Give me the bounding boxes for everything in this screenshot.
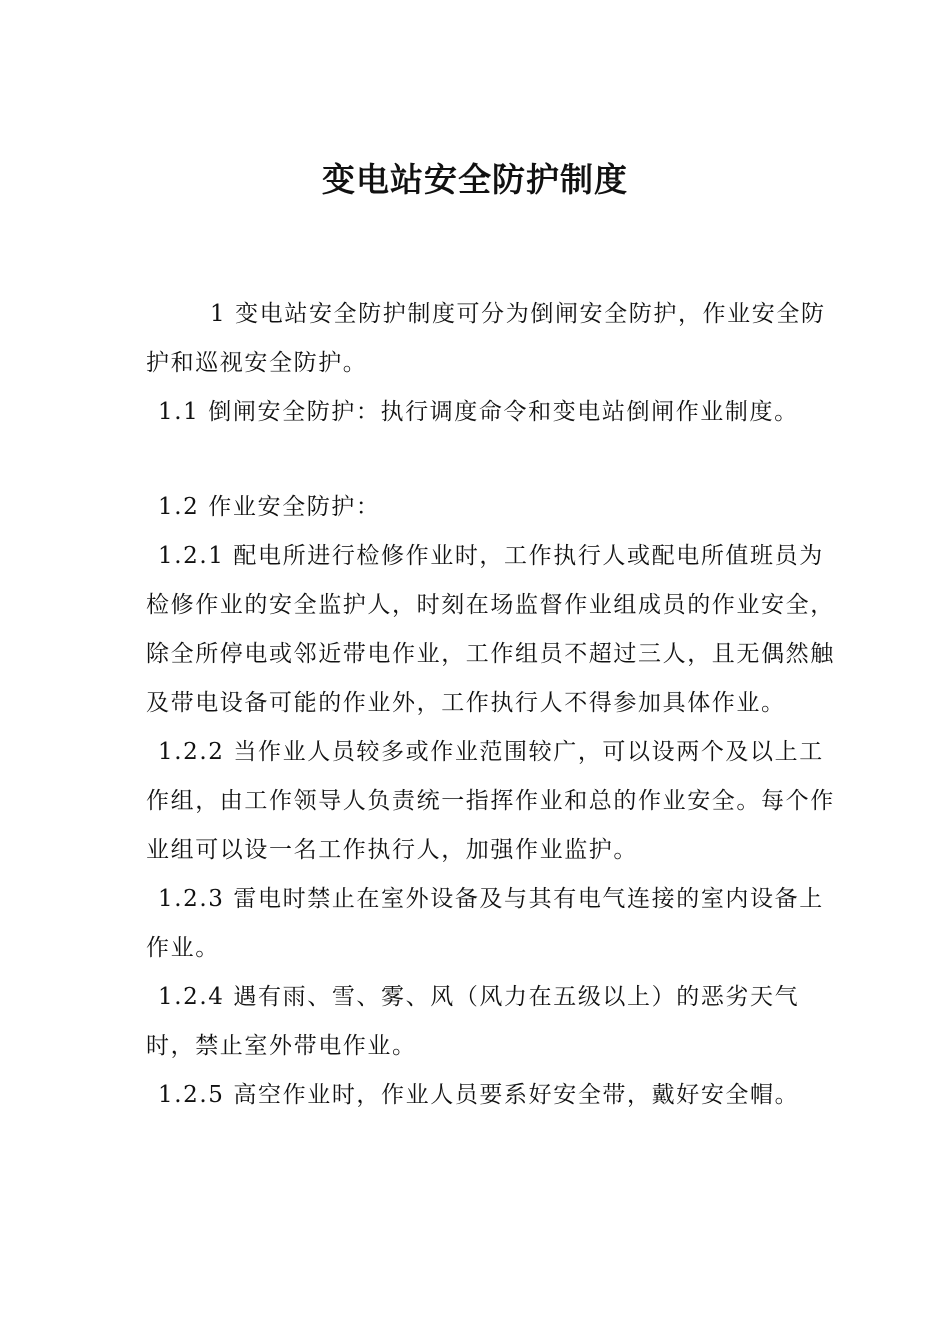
paragraph-1-2-2: 1.2.2 当作业人员较多或作业范围较广，可以设两个及以上工作组，由工作领导人负责统一指挥作业和总的作业安全。每个作业组可以设一名工作执行人，加强作业监护。	[146, 739, 835, 863]
document-body	[146, 290, 836, 1120]
paragraph-1-2: 1.2 作业安全防护：	[158, 494, 381, 520]
paragraph-1-2-3: 1.2.3 雷电时禁止在室外设备及与其有电气连接的室内设备上作业。	[146, 886, 824, 961]
paragraph-1-2-1: 1.2.1 配电所进行检修作业时，工作执行人或配电所值班员为检修作业的安全监护人，时刻在场监督作业组成员的作业安全，除全所停电或邻近带电作业，工作组员不超过三人，且无偶然触及带电设备可能的作业外，工作执行人不得参加具体作业。	[146, 543, 835, 716]
paragraph-1-1: 1.1 倒闸安全防护：执行调度命令和变电站倒闸作业制度。	[158, 399, 799, 425]
paragraph-1-2-5: 1.2.5 高空作业时，作业人员要系好安全带，戴好安全帽。	[158, 1082, 800, 1108]
paragraph-1-2-4: 1.2.4 遇有雨、雪、雾、风（风力在五级以上）的恶劣天气时，禁止室外带电作业。	[146, 984, 800, 1059]
paragraph-1: 1 变电站安全防护制度可分为倒闸安全防护，作业安全防护和巡视安全防护。	[146, 301, 826, 376]
document-title: 变电站安全防护制度	[322, 160, 628, 199]
